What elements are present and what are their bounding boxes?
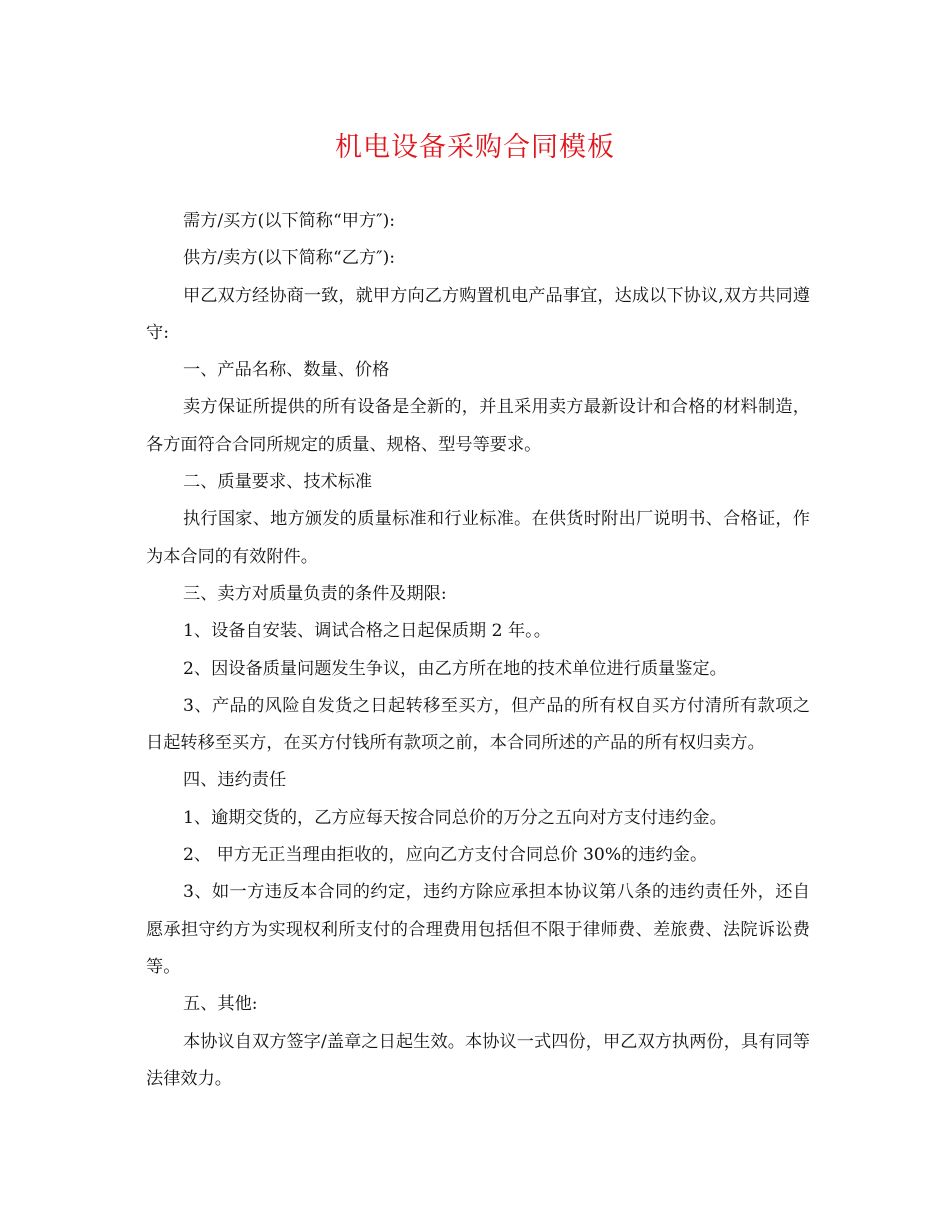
- section-1-paragraph: 卖方保证所提供的所有设备是全新的，并且采用卖方最新设计和合格的材料制造，各方面符合合同所规定的质量、规格、型号等要求。: [146, 397, 810, 455]
- section-heading-5: 五、其他:: [183, 994, 258, 1015]
- section-heading-3: 三、卖方对质量负责的条件及期限:: [183, 583, 447, 604]
- section-heading-2: 二、质量要求、技术标准: [183, 472, 373, 493]
- seller-line: 供方/卖方(以下简称“乙方″):: [183, 248, 396, 269]
- preamble-paragraph: 甲乙双方经协商一致，就甲方向乙方购置机电产品事宜，达成以下协议,双方共同遵守:: [146, 285, 810, 343]
- section-heading-1: 一、产品名称、数量、价格: [183, 360, 390, 381]
- buyer-line: 需方/买方(以下简称“甲方″):: [183, 211, 396, 231]
- document-title: 机电设备采购合同模板: [335, 132, 615, 163]
- section-4-item-2: 2、 甲方无正当理由拒收的，应向乙方支付合同总价 30%的违约金。: [183, 845, 708, 866]
- section-4-item-3: 3、如一方违反本合同的约定，违约方除应承担本协议第八条的违约责任外，还自愿承担守约方为实现权利所支付的合理费用包括但不限于律师费、差旅费、法院诉讼费等。: [146, 882, 810, 977]
- document-body: [146, 203, 810, 1098]
- section-5-paragraph: 本协议自双方签字/盖章之日起生效。本协议一式四份，甲乙双方执两份，具有同等法律效力。: [146, 1031, 810, 1089]
- section-4-item-1: 1、逾期交货的，乙方应每天按合同总价的万分之五向对方支付违约金。: [183, 807, 727, 828]
- section-heading-4: 四、违约责任: [183, 770, 287, 791]
- section-2-paragraph: 执行国家、地方颁发的质量标准和行业标准。在供货时附出厂说明书、合格证，作为本合同的有效附件。: [146, 509, 810, 567]
- section-3-item-1: 1、设备自安装、调试合格之日起保质期 2 年。。: [183, 621, 551, 642]
- section-3-item-3: 3、产品的风险自发货之日起转移至买方，但产品的所有权自买方付清所有款项之日起转移至买方，在买方付钱所有款项之前，本合同所述的产品的所有权归卖方。: [146, 695, 810, 754]
- section-3-item-2: 2、因设备质量问题发生争议，由乙方所在地的技术单位进行质量鉴定。: [183, 658, 727, 679]
